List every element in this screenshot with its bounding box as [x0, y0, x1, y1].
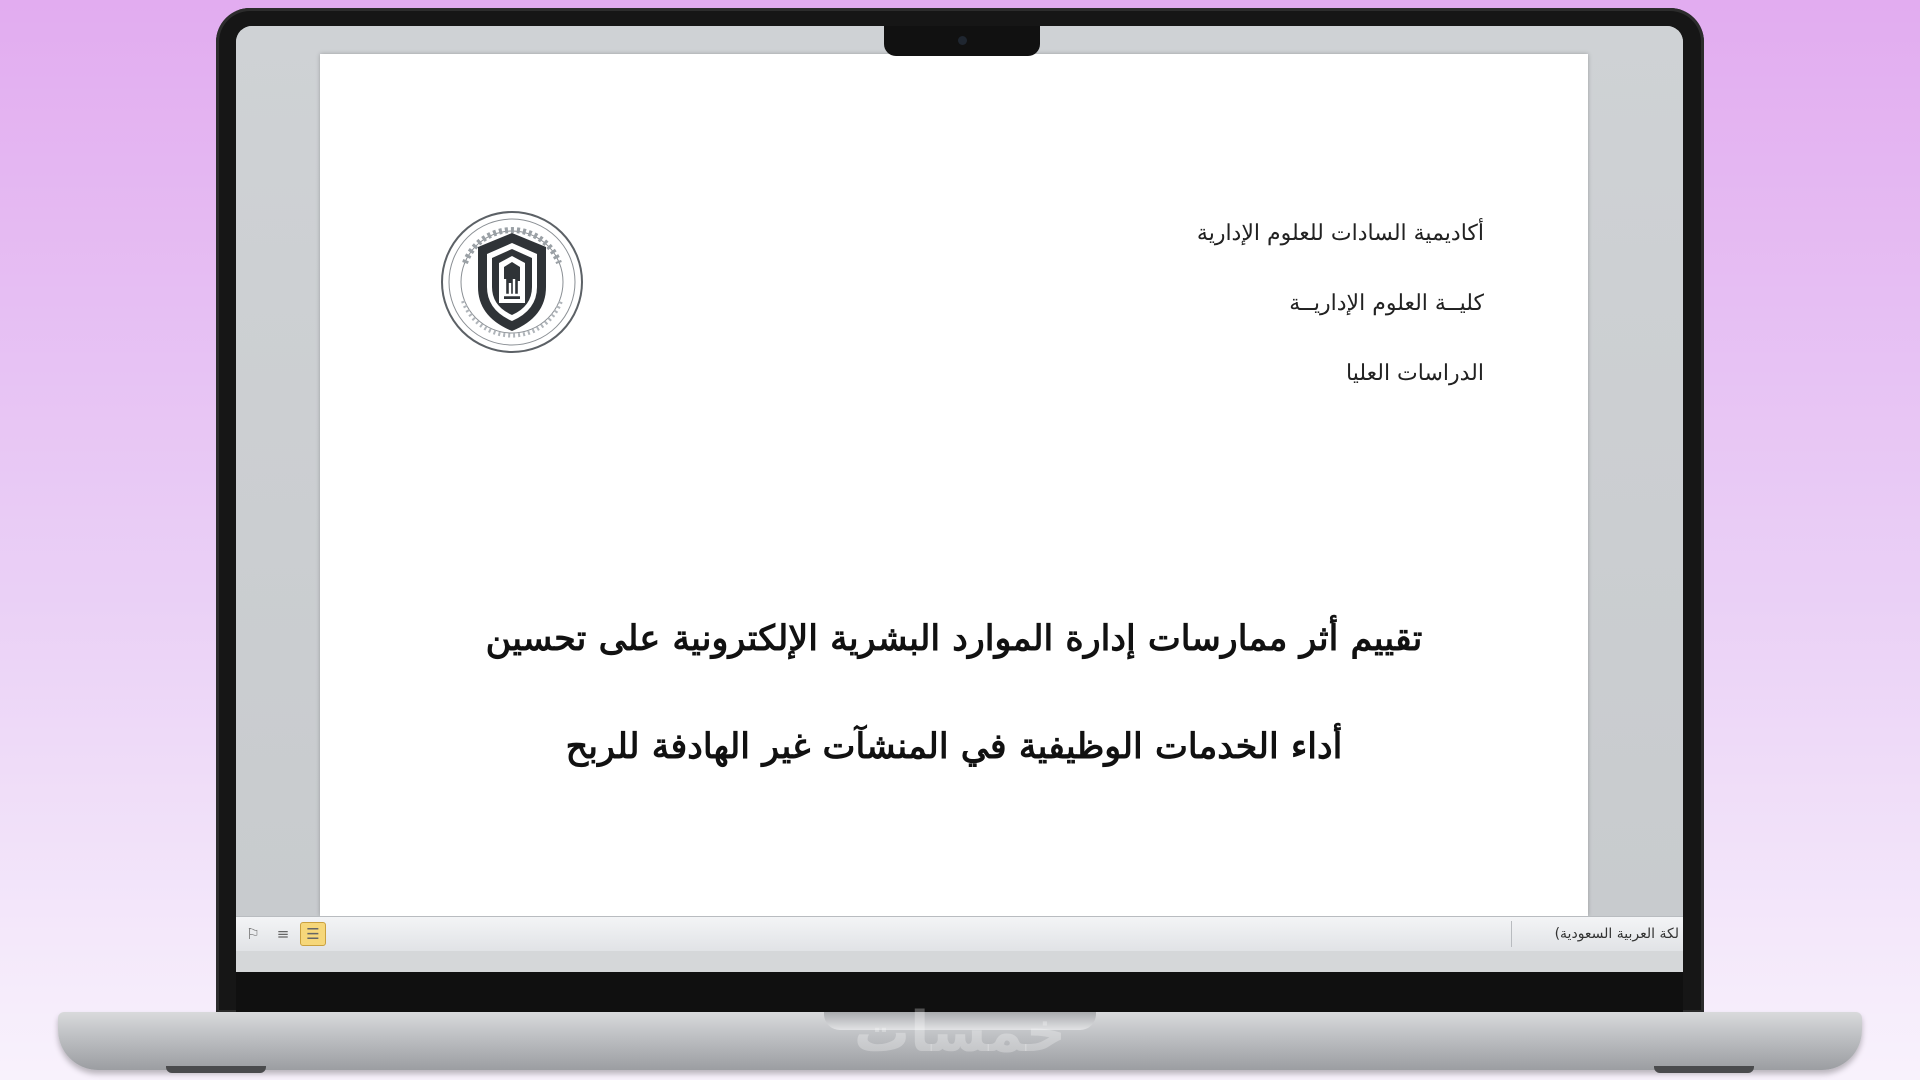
language-indicator[interactable]: لكة العربية السعودية) [1554, 926, 1679, 942]
document-canvas[interactable] [236, 26, 1683, 916]
document-title [320, 614, 1588, 830]
right-foot [1654, 1066, 1754, 1073]
watermark: خمسات [853, 1000, 1067, 1065]
title-line-1: تقييم أثر ممارسات إدارة الموارد البشرية الإلكترونية على تحسين [485, 618, 1423, 659]
left-foot [166, 1066, 266, 1073]
view-buttons [236, 920, 326, 948]
document-header [1197, 219, 1484, 429]
status-bar [236, 916, 1683, 951]
camera-notch [884, 26, 1040, 56]
laptop-screen [236, 26, 1683, 972]
academy-seal-icon [439, 209, 585, 355]
title-line-2: أداء الخدمات الوظيفية في المنشآت غير الهادفة للربح [565, 726, 1343, 767]
academy-seal-graphic [439, 209, 585, 355]
reading-view-icon: ≡ [276, 925, 290, 943]
focus-view-button[interactable] [240, 922, 266, 946]
reading-view-button[interactable] [270, 922, 296, 946]
focus-view-icon: ⚐ [246, 925, 260, 943]
status-divider [1511, 921, 1512, 947]
faculty-name: كليــة العلوم الإداريــة [1289, 291, 1484, 316]
academy-name: أكاديمية السادات للعلوم الإدارية [1196, 221, 1484, 246]
document-page[interactable] [320, 54, 1588, 916]
department-name: الدراسات العليا [1346, 361, 1484, 386]
print-layout-icon: ☰ [306, 925, 320, 943]
print-layout-button[interactable] [300, 922, 326, 946]
camera-icon [958, 36, 967, 45]
